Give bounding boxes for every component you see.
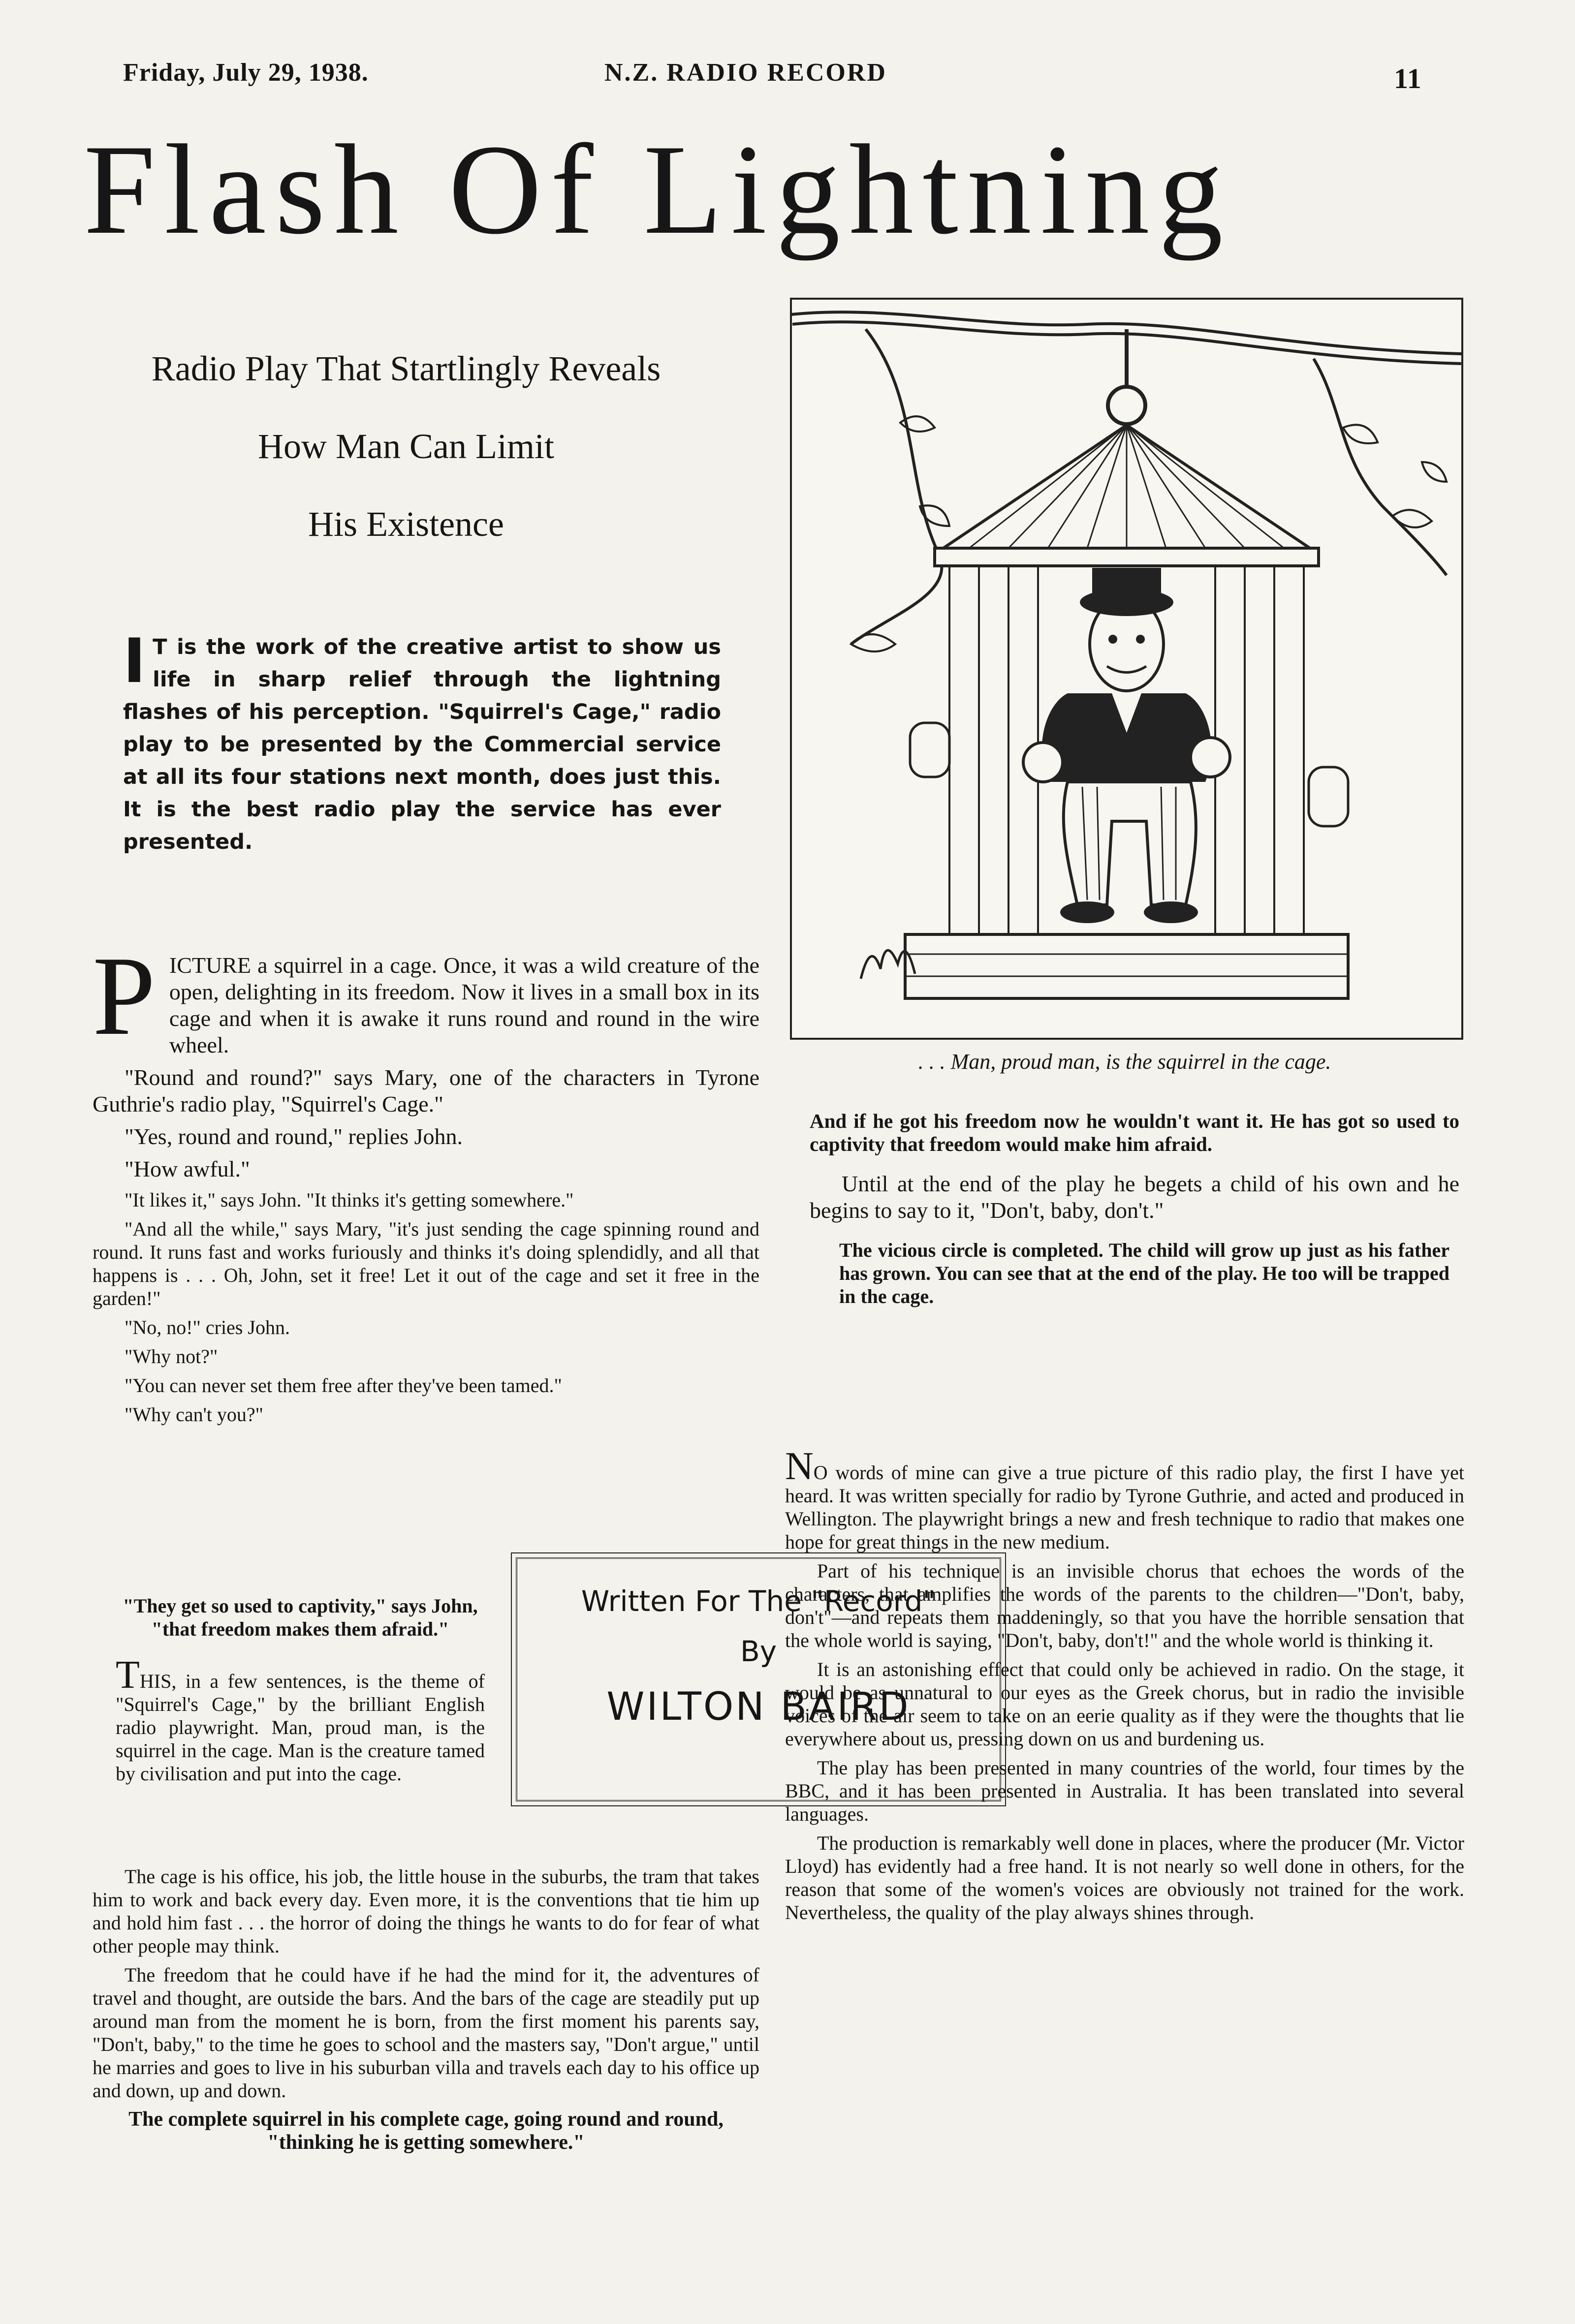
cartoon-illustration bbox=[790, 298, 1463, 1040]
masthead: N.Z. RADIO RECORD bbox=[604, 59, 887, 87]
squirrel-cage-drawing bbox=[792, 300, 1461, 1038]
theme-text: HIS, in a few sentences, is the theme of "Squirrel's Cage," by the brilliant English radio playwright. Man, proud man, is the squirrel in the cage. Man is the creature tamed by civilisation and put into the cage. bbox=[116, 1670, 485, 1785]
opening-text: a squirrel in a cage. Once, it was a wild creature of the open, delighting in its freedom. Now it lives in a small box in its cage and when it is awake it runs round and round in the wire wheel. bbox=[169, 953, 759, 1057]
bold-paragraph: And if he got his freedom now he wouldn't want it. He has got so used to captivity that freedom would make him afraid. bbox=[810, 1110, 1459, 1155]
opening-dropcap: P bbox=[93, 933, 156, 1058]
review-paragraph bbox=[785, 1445, 1464, 1553]
dialogue-paragraph: "It likes it," says John. "It thinks it's getting somewhere." bbox=[125, 1189, 574, 1211]
vicious-circle-paragraph: The vicious circle is completed. The child will grow up just as his father has grown. You can see that at the end of the play. He too will be trapped in the cage. bbox=[839, 1239, 1449, 1307]
subheadline bbox=[49, 330, 763, 563]
dialogue-paragraph: "No, no!" cries John. bbox=[125, 1316, 290, 1338]
theme-dropcap: T bbox=[116, 1653, 140, 1697]
subheadline-line: His Existence bbox=[308, 504, 504, 544]
dialogue-paragraph: "How awful." bbox=[125, 1156, 250, 1181]
article-column-1-narrow bbox=[116, 1594, 485, 1791]
page-number: 11 bbox=[1394, 62, 1422, 94]
subheadline-line: How Man Can Limit bbox=[258, 427, 554, 466]
review-text: O words of mine can give a true picture of this radio play, the first I have yet heard. It was written specially for radio by Tyrone Guthrie, and acted and produced in Wellington. The playwright brings a new and fresh technique to radio that makes one hope for great things in the new medium. bbox=[785, 1461, 1464, 1553]
byline-author: WILTON BAIRD bbox=[606, 1685, 911, 1729]
standfirst-text: T is the work of the creative artist to show us life in sharp relief through the lightning flashes of his perception. "Squirrel's Cage," radio play to be presented by the Commercial service at all its four stations next month, does just this. It is the best radio play the service has ever presented. bbox=[123, 635, 721, 854]
byline-written-for: Written For The "Record" bbox=[581, 1584, 936, 1618]
opening-paragraph bbox=[93, 933, 759, 1058]
chorus-paragraph: Part of his technique is an invisible chorus that echoes the words of the characters, that amplifies the words of the parents to the children—"Don't, baby, don't"—and repeats them maddeningly, so that you have the horrible sensation that the whole world is saying, "Don't, baby, don't!" and the whole world is thinking it. bbox=[785, 1560, 1464, 1651]
issue-date: Friday, July 29, 1938. bbox=[123, 59, 369, 87]
freedom-paragraph: The freedom that he could have if he had the mind for it, the adventures of travel and thought, are outside the bars. And the bars of the cage are steadily put up around man from the moment he is born, from the first moment his parents say, "Don't, baby," to the time he goes to school and the masters say, "Don't argue," until he marries and goes to live in his suburban villa and travels each day to his office up and down, up and down. bbox=[93, 1964, 759, 2102]
child-paragraph: Until at the end of the play he begets a child of his own and he begins to say to it, "Don't, baby, don't." bbox=[810, 1171, 1459, 1223]
article-column-1-lower bbox=[93, 1865, 759, 2160]
cage-paragraph: The cage is his office, his job, the little house in the suburbs, the tram that takes him to work and back every day. Even more, it is the conventions that tie him up and hold him fast . . . the horror of doing the things he wants to do for fear of what other people may think. bbox=[93, 1865, 759, 1957]
dialogue-paragraph: "Why not?" bbox=[125, 1345, 218, 1367]
dialogue-paragraph: "And all the while," says Mary, "it's just sending the cage spinning round and round. It runs fast and works furiously and thinks it's doing splendidly, and all that happens is . . . Oh, John, set it free! Let it out of the cage and set it free in the garden!" bbox=[93, 1218, 759, 1309]
presented-paragraph: The play has been presented in many countries of the world, four times by the BBC, and it has been presented in Australia. It has been translated into several languages. bbox=[785, 1757, 1464, 1825]
opening-smallcaps: ICTURE bbox=[169, 953, 252, 978]
article-column-1 bbox=[93, 933, 759, 1432]
standfirst-dropcap: I bbox=[123, 626, 146, 697]
headline: Flash Of Lightning bbox=[84, 118, 1232, 261]
production-paragraph: The production is remarkably well done in places, where the producer (Mr. Victor Lloyd) has evidently had a free hand. It is not nearly so well done in others, for the reason that some of the women's voices are obviously not trained for the work. Nevertheless, the quality of the play always shines through. bbox=[785, 1832, 1464, 1923]
dialogue-paragraph: "You can never set them free after they've been tamed." bbox=[125, 1374, 562, 1396]
dialogue-paragraph: "Round and round?" says Mary, one of the characters in Tyrone Guthrie's radio play, "Squirrel's Cage." bbox=[93, 1065, 759, 1116]
illustration-caption: . . . Man, proud man, is the squirrel in the cage. bbox=[918, 1050, 1331, 1074]
theme-paragraph bbox=[116, 1653, 485, 1785]
dialogue-paragraph: "Why can't you?" bbox=[125, 1403, 263, 1425]
subheadline-line: Radio Play That Startlingly Reveals bbox=[151, 349, 661, 388]
review-dropcap: N bbox=[785, 1445, 814, 1488]
article-column-2-lower bbox=[785, 1445, 1464, 1930]
dialogue-paragraph: "Yes, round and round," replies John. bbox=[125, 1124, 463, 1149]
standfirst bbox=[123, 626, 721, 858]
bold-quote: "They get so used to captivity," says John, "that freedom makes them afraid." bbox=[123, 1595, 478, 1640]
byline-by: By bbox=[740, 1635, 777, 1668]
closing-bold: The complete squirrel in his complete cage, going round and round, "thinking he is getting somewhere." bbox=[128, 2108, 724, 2154]
effect-paragraph: It is an astonishing effect that could only be achieved in radio. On the stage, it would be as unnatural to our eyes as the Greek chorus, but in radio the invisible voices of the air seem to take on an eerie quality as if they were the thoughts that lie everywhere about us, pressing down on us and burdening us. bbox=[785, 1658, 1464, 1750]
article-column-2 bbox=[810, 1110, 1459, 1314]
